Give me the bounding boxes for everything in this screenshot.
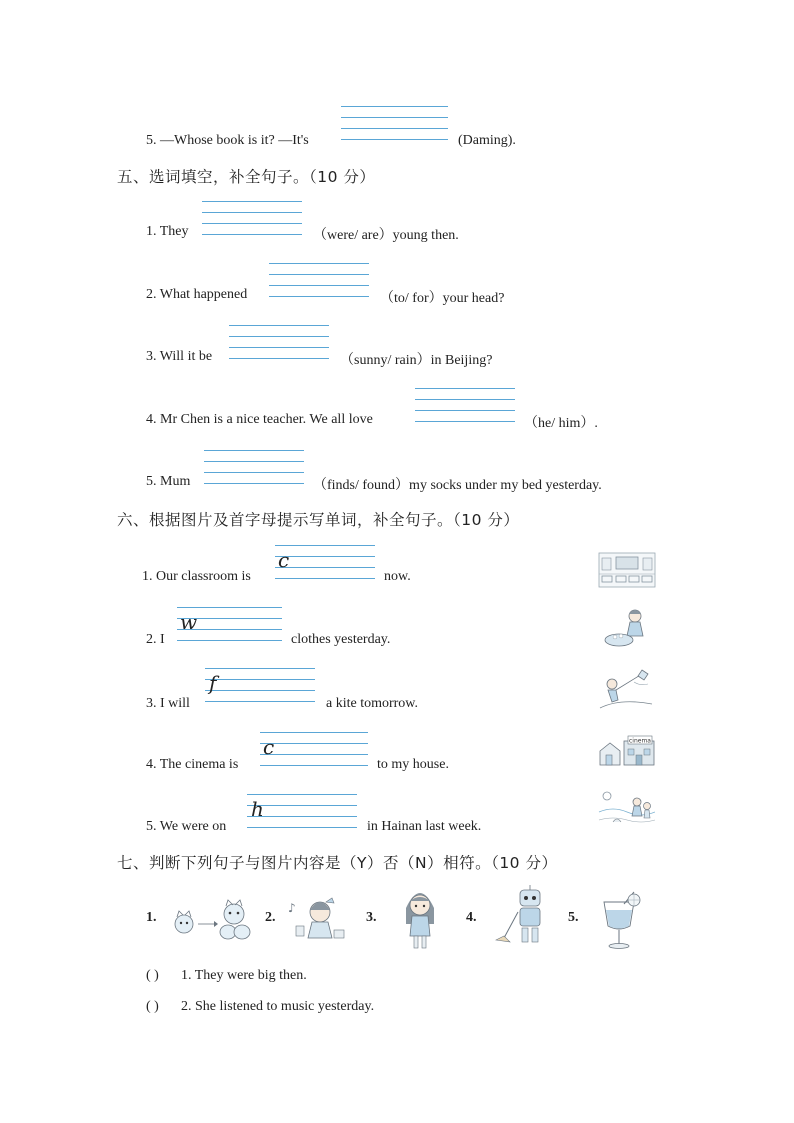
flying-kite-picture-icon <box>598 668 654 712</box>
section5-title: 五、选词填空，补全句子。（10 分） <box>117 168 376 186</box>
s7-s1-answer-bracket[interactable]: ( ) <box>146 968 159 983</box>
s5-q4-answer-lines[interactable] <box>415 388 515 424</box>
s6-q4-answer-lines[interactable] <box>260 732 368 768</box>
s6-q3-initial-letter: f <box>209 671 217 695</box>
s4-q5-hint: (Daming). <box>458 133 516 148</box>
s6-q2-text: 2. I <box>146 632 165 647</box>
s5-q1-options: （were/ are）young then. <box>313 228 459 243</box>
s7-s1-text: 1. They were big then. <box>181 968 307 983</box>
s5-q5-answer-lines[interactable] <box>204 450 304 486</box>
s5-q3-text: 3. Will it be <box>146 349 213 364</box>
s7-pic1-number: 1. <box>146 910 157 925</box>
juice-glass-picture-icon <box>598 890 644 950</box>
s7-pic3-number: 3. <box>366 910 377 925</box>
s6-q1-after: now. <box>384 569 411 584</box>
s6-q2-after: clothes yesterday. <box>291 632 391 647</box>
s7-s2-answer-bracket[interactable]: ( ) <box>146 999 159 1014</box>
s6-q1-initial-letter: c <box>278 548 290 572</box>
s6-q2-initial-letter: w <box>180 610 198 634</box>
s5-q3-options: （sunny/ rain）in Beijing? <box>340 353 493 368</box>
s6-q4-after: to my house. <box>377 757 449 772</box>
s5-q2-text: 2. What happened <box>146 287 248 302</box>
s6-q5-text: 5. We were on <box>146 819 227 834</box>
s6-q3-answer-lines[interactable] <box>205 668 315 704</box>
s6-q1-answer-lines[interactable] <box>275 545 375 581</box>
girl-listening-music-picture-icon <box>286 896 346 942</box>
s4-q5-answer-lines[interactable] <box>341 106 448 142</box>
s5-q5-options: （finds/ found）my socks under my bed yesterday. <box>313 478 602 493</box>
s5-q2-answer-lines[interactable] <box>269 263 369 299</box>
s7-pic2-number: 2. <box>265 910 276 925</box>
s5-q4-text: 4. Mr Chen is a nice teacher. We all love <box>146 412 373 427</box>
s7-s2-text: 2. She listened to music yesterday. <box>181 999 375 1014</box>
beach-holiday-picture-icon <box>597 788 655 832</box>
s4-q5-text: 5. —Whose book is it? —It's <box>146 133 309 148</box>
s5-q3-answer-lines[interactable] <box>229 325 329 361</box>
s5-q2-options: （to/ for）your head? <box>380 291 505 306</box>
cats-growing-picture-icon <box>166 896 254 942</box>
s6-q5-initial-letter: h <box>251 797 264 821</box>
s5-q1-text: 1. They <box>146 224 189 239</box>
s5-q1-answer-lines[interactable] <box>202 201 302 237</box>
s6-q4-initial-letter: c <box>263 735 275 759</box>
robot-sweeping-picture-icon <box>490 884 552 946</box>
s5-q4-options: （he/ him）. <box>524 416 598 431</box>
cinema-sign-text: cinema <box>629 737 651 745</box>
s6-q3-after: a kite tomorrow. <box>326 696 419 711</box>
s6-q1-text: 1. Our classroom is <box>142 569 251 584</box>
s6-q4-text: 4. The cinema is <box>146 757 239 772</box>
section7-title: 七、判断下列句子与图片内容是（Y）否（N）相符。（10 分） <box>117 854 558 872</box>
cinema-house-picture-icon <box>598 733 656 767</box>
svg-text:♪: ♪ <box>288 901 296 915</box>
s6-q5-after: in Hainan last week. <box>367 819 482 834</box>
girl-standing-picture-icon <box>400 888 440 950</box>
s7-pic5-number: 5. <box>568 910 579 925</box>
s7-pic4-number: 4. <box>466 910 477 925</box>
s6-q3-text: 3. I will <box>146 696 190 711</box>
classroom-picture-icon <box>598 552 656 588</box>
washing-clothes-picture-icon <box>603 606 651 650</box>
s5-q5-text: 5. Mum <box>146 474 191 489</box>
section6-title: 六、根据图片及首字母提示写单词，补全句子。（10 分） <box>117 511 520 529</box>
